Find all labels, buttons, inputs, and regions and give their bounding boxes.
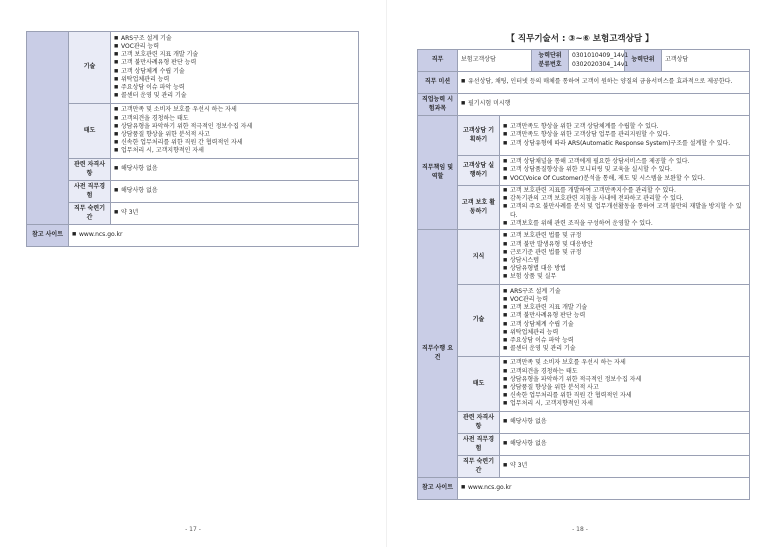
left-skills-cell <box>111 32 359 104</box>
page-title: 【 직무기술서 : ③~⑥ 보험고객상담 】 <box>506 34 654 44</box>
list-item: ■ 해당사항 없음 <box>114 165 355 173</box>
left-cert-cell <box>111 159 359 181</box>
page-number: - 17 - <box>185 526 201 533</box>
list-item: ■ 약 3년 <box>503 462 746 470</box>
list-item: ■ 고객만족 및 소비자 보호를 우선시 하는 자세 <box>114 106 355 114</box>
right-page <box>387 0 773 547</box>
req-duration-cell <box>500 456 750 478</box>
req-row-label: 직무 숙련기간 <box>458 456 500 478</box>
exam-text: ■ 필기시험 미시행 <box>461 100 746 108</box>
list-item: ■ 신속한 업무처리를 위한 직원 간 협력적인 자세 <box>114 139 355 147</box>
list-item: ■ ARS구조 설계 기술 <box>114 35 355 43</box>
list-item: ■ 콜센터 운영 및 관리 기술 <box>114 92 355 100</box>
req-row-label: 사전 직무경험 <box>458 434 500 456</box>
req-skills-cell <box>500 285 750 357</box>
req-row-label: 지식 <box>458 230 500 285</box>
left-group-label-cell <box>27 32 69 225</box>
list-item: ■ 고객 불만 발생유형 및 대응방안 <box>503 241 746 249</box>
list-item: ■ 콜센터 운영 및 관리 기술 <box>503 345 746 353</box>
right-job-table <box>417 49 750 500</box>
roles-label: 직무책임 및 역할 <box>418 116 458 230</box>
left-ref-cell <box>69 225 359 247</box>
list-item: ■ 업무처리 시, 고객지향적인 자세 <box>503 400 746 408</box>
code-label: 능력단위 분류번호 <box>532 50 569 72</box>
list-item: ■ 상담품질 향상을 위한 분석적 사고 <box>114 131 355 139</box>
role-label: 고객상담 기획하기 <box>458 116 500 156</box>
list-item: ■ 고객 상담채널을 통해 고객에게 필요한 상담서비스를 제공할 수 있다. <box>503 158 746 166</box>
right-ref-cell <box>458 478 750 500</box>
left-ref-label: 참고 사이트 <box>27 225 69 247</box>
list-item: ■ 상담유형을 파악하기 위한 적극적인 정보수집 자세 <box>503 376 746 384</box>
exam-cell <box>458 94 750 116</box>
list-item: ■ 고객보호를 위해 관련 조직을 구성하여 운영할 수 있다. <box>503 220 746 228</box>
req-row-label: 기술 <box>458 285 500 357</box>
list-item: ■ 고객 상담유형에 따라 ARS(Automatic Response System)구조를 설계할 수 있다. <box>503 140 746 148</box>
left-row-label: 직무 숙련기간 <box>69 203 111 225</box>
list-item: ■ 감독기관의 고객 보호관련 지침을 사내에 전파하고 관리할 수 있다. <box>503 195 746 203</box>
list-item: ■ 고객의견을 경청하는 태도 <box>503 368 746 376</box>
job-value: 보험고객상담 <box>458 50 532 72</box>
role-items-cell <box>500 156 750 186</box>
list-item: ■ 상담유형을 파악하기 위한 적극적인 정보수집 자세 <box>114 123 355 131</box>
list-item: ■ 상담시스템 <box>503 257 746 265</box>
list-item: ■ 업무처리 시, 고객지향적인 자세 <box>114 147 355 155</box>
list-item: ■ 위탁업체관리 능력 <box>114 76 355 84</box>
list-item: ■ 상담유형별 대응 방법 <box>503 265 746 273</box>
req-row-label: 태도 <box>458 357 500 412</box>
list-item: ■ 고객 불만사례유형 판단 능력 <box>503 312 746 320</box>
list-item: ■ 고객만족도 향상을 위한 고객상담 업무를 관리지원할 수 있다. <box>503 131 746 139</box>
list-item: ■ 보험 상품 및 실무 <box>503 273 746 281</box>
left-row-label: 사전 직무경험 <box>69 181 111 203</box>
list-item: ■ 주요상담 이슈 파악 능력 <box>114 84 355 92</box>
list-item: ■ 고객 상담체계 수립 기술 <box>503 321 746 329</box>
left-row-label: 관련 자격사항 <box>69 159 111 181</box>
mission-label: 직무 미션 <box>418 72 458 94</box>
list-item: ■ 고객만족 및 소비자 보호를 우선시 하는 자세 <box>503 359 746 367</box>
list-item: ■ 해당사항 없음 <box>503 418 746 426</box>
list-item: ■ 고객 보호관련 지표를 개발하여 고객만족지수를 관리할 수 있다. <box>503 187 746 195</box>
list-item: ■ 신속한 업무처리를 위한 직원 간 협력적인 자세 <box>503 392 746 400</box>
role-label: 고객 보호 활동하기 <box>458 186 500 230</box>
page-number: - 18 - <box>572 526 588 533</box>
left-duration-cell <box>111 203 359 225</box>
list-item: ■ 고객 상담품질향상을 위한 모니터링 및 교육을 실시할 수 있다. <box>503 166 746 174</box>
list-item: ■ 근로기준 관련 법률 및 규정 <box>503 249 746 257</box>
unit-value: 고객상담 <box>662 50 750 72</box>
list-item: ■ VOC관리 능력 <box>114 43 355 51</box>
list-item: ■ 고객 보호관련 지표 개발 기술 <box>114 51 355 59</box>
list-item: ■ 주요상담 이슈 파악 능력 <box>503 337 746 345</box>
list-item: ■ 고객 보호관련 법률 및 규정 <box>503 232 746 240</box>
mission-text: ■ 유선상담, 채팅, 인터넷 등의 매체를 통하여 고객이 원하는 양질의 금융서비스를 효과적으로 제공한다. <box>461 78 746 86</box>
left-page <box>0 0 386 547</box>
req-row-label: 관련 자격사항 <box>458 412 500 434</box>
role-label: 고객상담 실행하기 <box>458 156 500 186</box>
left-requirements-table <box>26 31 359 247</box>
list-item: ■ VOC(Voice Of Customer)분석을 통해, 제도 및 시스템을 보완할 수 있다. <box>503 175 746 183</box>
list-item: ■ 위탁업체관리 능력 <box>503 329 746 337</box>
list-item: ■ 고객의 주요 불만사례를 분석 및 업무개선활동을 통하여 고객 불만의 재발을 방지할 수 있다. <box>503 203 746 219</box>
left-experience-cell <box>111 181 359 203</box>
job-label: 직무 <box>418 50 458 72</box>
list-item: ■ 고객의견을 경청하는 태도 <box>114 115 355 123</box>
list-item: ■ 약 3년 <box>114 209 355 217</box>
unit-label: 능력단위 <box>625 50 662 72</box>
req-cert-cell <box>500 412 750 434</box>
list-item: ■ 고객 보호관련 지표 개발 기술 <box>503 304 746 312</box>
role-items-cell <box>500 116 750 156</box>
req-experience-cell <box>500 434 750 456</box>
left-row-label: 기술 <box>69 32 111 104</box>
list-item: ■ 고객만족도 향상을 위한 고객 상담체계를 수립할 수 있다. <box>503 123 746 131</box>
req-attitude-cell <box>500 357 750 412</box>
list-item: ■ VOC관리 능력 <box>503 296 746 304</box>
ref-link[interactable]: ■ www.ncs.go.kr <box>72 231 355 239</box>
list-item: ■ 상담품질 향상을 위한 분석적 사고 <box>503 384 746 392</box>
list-item: ■ ARS구조 설계 기술 <box>503 288 746 296</box>
role-items-cell <box>500 186 750 230</box>
left-row-label: 태도 <box>69 104 111 159</box>
ref-link[interactable]: ■ www.ncs.go.kr <box>461 484 746 492</box>
left-attitude-cell <box>111 104 359 159</box>
req-knowledge-cell <box>500 230 750 285</box>
mission-cell <box>458 72 750 94</box>
req-label: 직무수행 요건 <box>418 230 458 478</box>
list-item: ■ 해당사항 없음 <box>114 187 355 195</box>
code-value: 0301010409_14v1 0302020304_14v1 <box>569 50 625 72</box>
right-ref-label: 참고 사이트 <box>418 478 458 500</box>
list-item: ■ 고객 상담체계 수립 기술 <box>114 68 355 76</box>
list-item: ■ 고객 불만사례유형 판단 능력 <box>114 59 355 67</box>
list-item: ■ 해당사항 없음 <box>503 440 746 448</box>
exam-label: 직업능력 시험과목 <box>418 94 458 116</box>
